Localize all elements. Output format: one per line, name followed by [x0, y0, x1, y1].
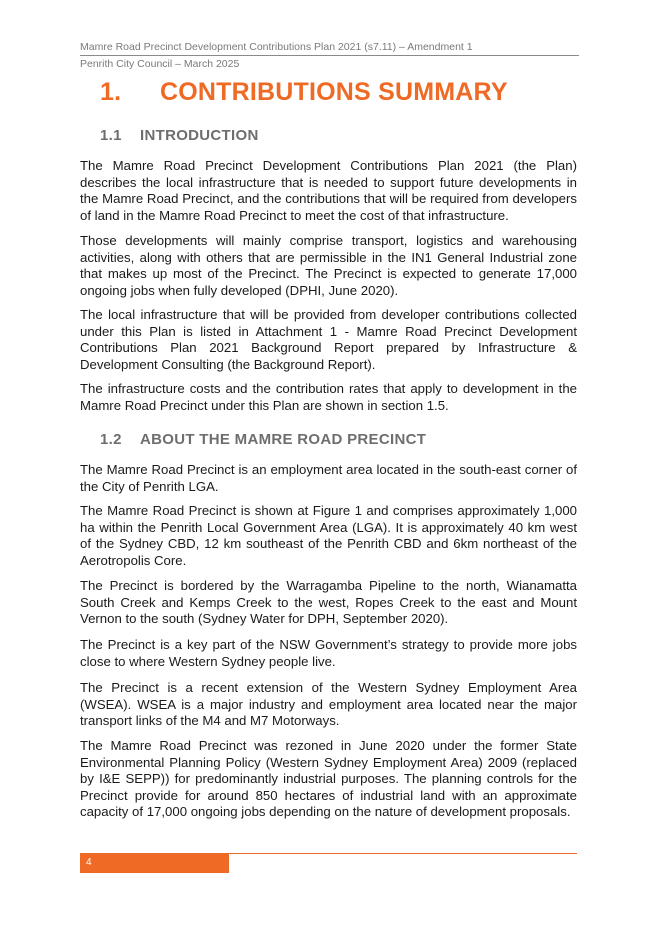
section-title	[100, 78, 508, 107]
header-document-title: Mamre Road Precinct Development Contributions Plan 2021 (s7.11) – Amendment 1	[80, 40, 579, 56]
subsection-heading-introduction	[100, 127, 259, 144]
subsection-heading-about-precinct	[100, 431, 426, 448]
subsection-number: 1.1	[100, 127, 122, 144]
paragraph: The Mamre Road Precinct is an employment area located in the south-east corner of the City of Penrith LGA.	[80, 462, 577, 494]
paragraph: The Precinct is a key part of the NSW Government’s strategy to provide more jobs close to where Western Sydney people live.	[80, 637, 577, 669]
page-number: 4	[86, 857, 92, 868]
paragraph: The Precinct is a recent extension of the Western Sydney Employment Area (WSEA). WSEA is a major industry and employment area located near the major transport links of the M4 and M7 Motorways.	[80, 680, 577, 729]
subsection-title: ABOUT THE MAMRE ROAD PRECINCT	[140, 431, 427, 448]
paragraph: The local infrastructure that will be provided from developer contributions collected under this Plan is listed in Attachment 1 - Mamre Road Precinct Development Contributions Plan 2021 Background Report prepared by Infrastructure & Development Consulting (the Background Report).	[80, 307, 577, 372]
section-title-text: CONTRIBUTIONS SUMMARY	[160, 78, 508, 106]
header-organisation-date: Penrith City Council – March 2025	[80, 58, 240, 70]
footer-accent-bar	[80, 854, 229, 873]
section-number: 1.	[100, 78, 122, 106]
subsection-title: INTRODUCTION	[140, 127, 259, 144]
running-header	[80, 40, 579, 71]
paragraph: The Mamre Road Precinct is shown at Figure 1 and comprises approximately 1,000 ha within the Penrith Local Government Area (LGA). It is approximately 40 km west of the Sydney CBD, 12 km southeast of the Penrith CBD and 6km northeast of the Aerotropolis Core.	[80, 503, 577, 568]
paragraph: The Precinct is bordered by the Warragamba Pipeline to the north, Wianamatta South Creek and Kemps Creek to the west, Ropes Creek to the east and Mount Vernon to the south (Sydney Water for DPH, September 2020).	[80, 578, 577, 627]
subsection-number: 1.2	[100, 431, 122, 448]
paragraph: Those developments will mainly comprise transport, logistics and warehousing activities, along with others that are permissible in the IN1 General Industrial zone that makes up most of the Precinct. The Precinct is expected to generate 17,000 ongoing jobs when fully developed (DPHI, June 2020).	[80, 233, 577, 298]
paragraph: The Mamre Road Precinct was rezoned in June 2020 under the former State Environmental Planning Policy (Western Sydney Employment Area) 2009 (replaced by I&E SEPP)) for predominantly industrial purposes. The planning controls for the Precinct provide for around 850 hectares of industrial land with an approximate capacity of 17,000 ongoing jobs depending on the nature of development proposals.	[80, 738, 577, 820]
paragraph: The Mamre Road Precinct Development Contributions Plan 2021 (the Plan) describes the local infrastructure that is needed to support future developments in the Mamre Road Precinct, and the contributions that will be required from developers of land in the Mamre Road Precinct to meet the cost of that infrastructure.	[80, 158, 577, 223]
paragraph: The infrastructure costs and the contribution rates that apply to development in the Mamre Road Precinct under this Plan are shown in section 1.5.	[80, 381, 577, 413]
